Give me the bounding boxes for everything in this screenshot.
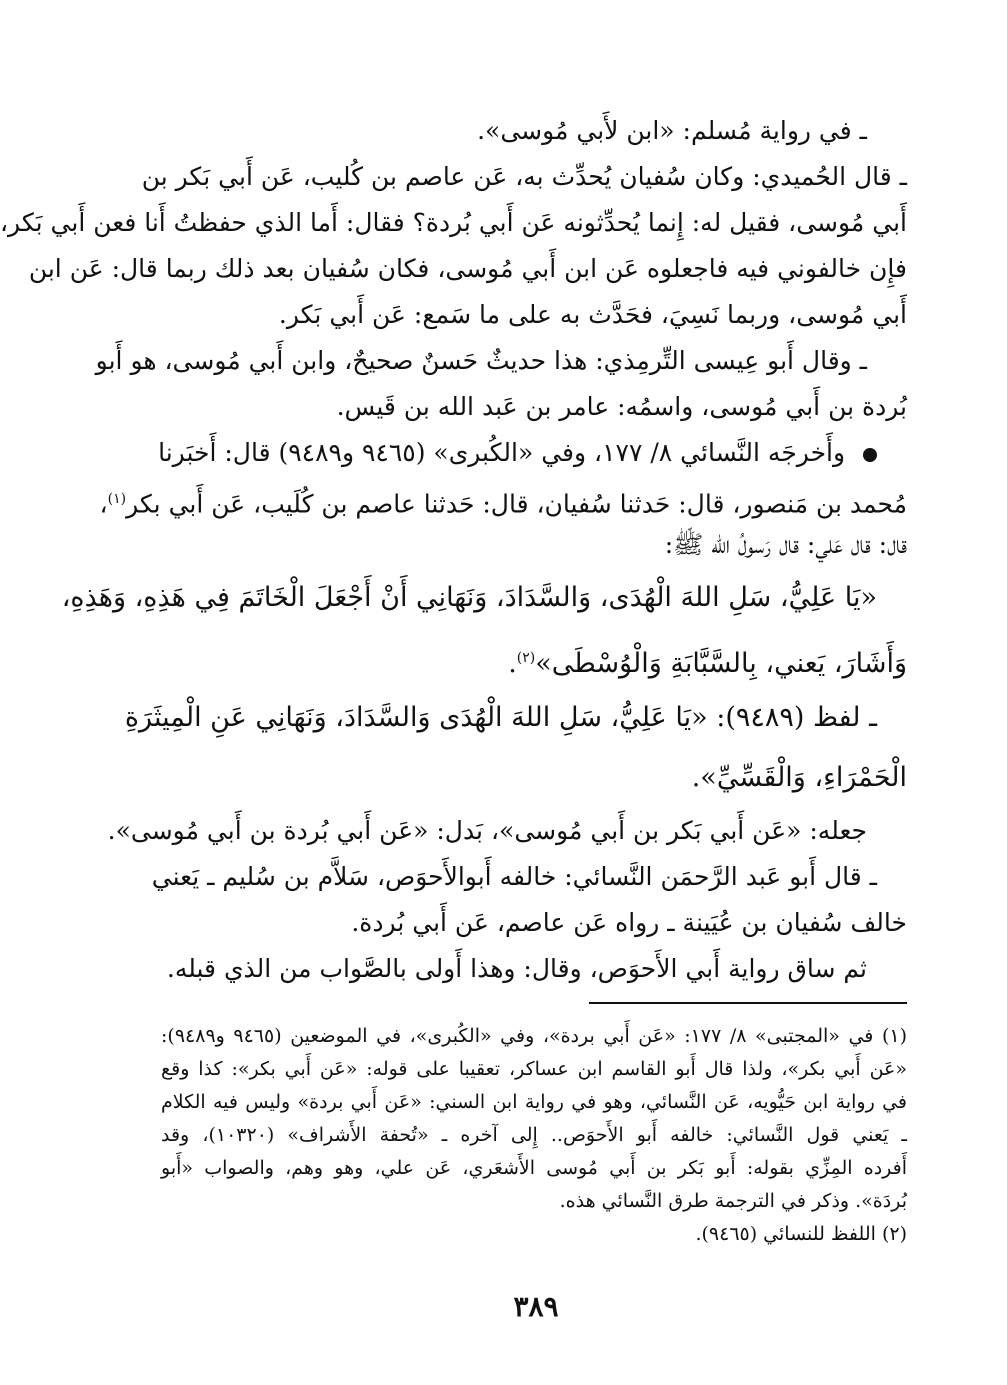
body-line: بُردة بن أَبي مُوسى، واسمُه: عامر بن عَبد الله بن قَيس. bbox=[336, 392, 907, 421]
footnote-ref-2: (٢) bbox=[516, 650, 536, 666]
footnote-line: ـ يَعني قول النَّسائي: خالفه أَبو الأَحوَص.. إِلى آخره ـ «تُحفة الأَشراف» (١٠٣٢٠)، وقد bbox=[161, 1124, 907, 1146]
body-line: ـ وقال أَبو عِيسى التِّرمِذي: هذا حديثٌ حَسنٌ صحيحٌ، وابن أَبي مُوسى، هو أَبو bbox=[95, 346, 867, 375]
hadith-line: الْحَمْرَاءِ، وَالْقَسِّيِّ». bbox=[691, 762, 907, 793]
footnote-line: بُردَة». وذكر في الترجمة طرق النَّسائي هذه. bbox=[559, 1190, 907, 1212]
body-line: قال: قال عَلي: قال رَسولُ الله ﷺ: bbox=[664, 530, 907, 559]
body-line: مُحمد بن مَنصور، قال: حَدثنا سُفيان، قال: حَدثنا عاصم بن كُلَيب، عَن أَبي بكر$^{(١)}$، bbox=[99, 489, 907, 519]
footnote-ref-1: (١) bbox=[107, 491, 127, 507]
body-line: خالف سُفيان بن عُيَينة ـ رواه عَن عاصم، عَن أَبي بُردة. bbox=[351, 908, 907, 937]
bullet-icon bbox=[863, 448, 877, 462]
body-line-text: وأَخرجَه النَّسائي ٨/ ١٧٧، وفي «الكُبرى» (٩٤٦٥ و٩٤٨٩) قال: أَخبَرنا bbox=[158, 438, 846, 467]
footnote-line: أَفرده المِزِّي بقوله: أَبو بَكر بن أَبي مُوسى الأَشعَري، عَن علي، وهو وهم، والصواب «أَبو bbox=[161, 1157, 907, 1179]
body-line: ـ في رواية مُسلم: «ابن لأَبي مُوسى». bbox=[477, 116, 867, 145]
body-line: جعله: «عَن أَبي بَكر بن أَبي مُوسى»، بَدل: «عَن أَبي بُردة بن أَبي مُوسى». bbox=[107, 816, 867, 845]
hadith-line: وَأَشَارَ، يَعني، بِالسَّبَّابَةِ وَالْوُسْطَى»$^{(٢)}$. bbox=[508, 648, 907, 679]
body-line-bullet bbox=[158, 430, 907, 476]
footnotes bbox=[161, 1020, 907, 1251]
body-line: أَبي مُوسى، وربما نَسِيَ، فحَدَّث به على ما سَمع: عَن أَبي بَكر. bbox=[278, 300, 907, 329]
hadith-line: ـ لفظ (٩٤٨٩): «يَا عَلِيُّ، سَلِ اللهَ الْهُدَى وَالسَّدَادَ، وَنَهَانِي عَنِ الْمِيثَرَةِ bbox=[124, 702, 877, 733]
footnote-divider bbox=[589, 1002, 907, 1004]
footnote-line: (١) في «المجتبى» ٨/ ١٧٧: «عَن أَبي بردة»، وفي «الكُبرى»، في الموضعين (٩٤٦٥ و٩٤٨٩): bbox=[161, 1025, 907, 1047]
body-line: ـ قال أَبو عَبد الرَّحمَن النَّسائي: خالفه أَبوالأَحوَص، سَلاَّم بن سُليم ـ يَعني bbox=[151, 862, 877, 891]
body-line: ثم ساق رواية أَبي الأَحوَص، وقال: وهذا أَولى بالصَّواب من الذي قبله. bbox=[166, 954, 867, 983]
body-line: ـ قال الحُميدي: وكان سُفيان يُحدِّث به، عَن عاصم بن كُليب، عَن أَبي بَكر بن bbox=[141, 162, 907, 191]
footnote-line: (٢) اللفظ للنسائي (٩٤٦٥). bbox=[695, 1223, 907, 1245]
body-line-text: مُحمد بن مَنصور، قال: حَدثنا سُفيان، قال: حَدثنا عاصم بن كُلَيب، عَن أَبي بكر bbox=[126, 489, 907, 519]
hadith-line-text: وَأَشَارَ، يَعني، بِالسَّبَّابَةِ وَالْوُسْطَى» bbox=[535, 648, 907, 679]
hadith-line: «يَا عَلِيُّ، سَلِ اللهَ الْهُدَى، وَالسَّدَادَ، وَنَهَانِي أَنْ أَجْعَلَ الْخَاتَمَ فِي هَذِهِ، وَهَذِهِ، bbox=[61, 582, 877, 613]
footnote-line: «عَن أَبي بكر»، ولذا قال أَبو القاسم ابن عساكر، تعقيبا على قوله: «عَن أَبي بكر»: كذا وقع bbox=[161, 1058, 907, 1080]
body-line: فإِن خالفوني فيه فاجعلوه عَن ابن أَبي مُوسى، فكان سُفيان بعد ذلك ربما قال: عَن ابن bbox=[28, 254, 907, 283]
main-text bbox=[0, 108, 907, 992]
footnote-line: في رواية ابن حَيُّويه، عَن النَّسائي، وهو في رواية ابن السني: «عَن أَبي بردة» وليس فيه الكلام bbox=[161, 1091, 907, 1113]
page-number: ٣٨٩ bbox=[513, 1290, 559, 1323]
body-line: أَبي مُوسى، فقيل له: إِنما يُحدِّثونه عَن أَبي بُردة؟ فقال: أَما الذي حفظتُ أَنا فعن أَبي بَكر، bbox=[0, 208, 907, 237]
